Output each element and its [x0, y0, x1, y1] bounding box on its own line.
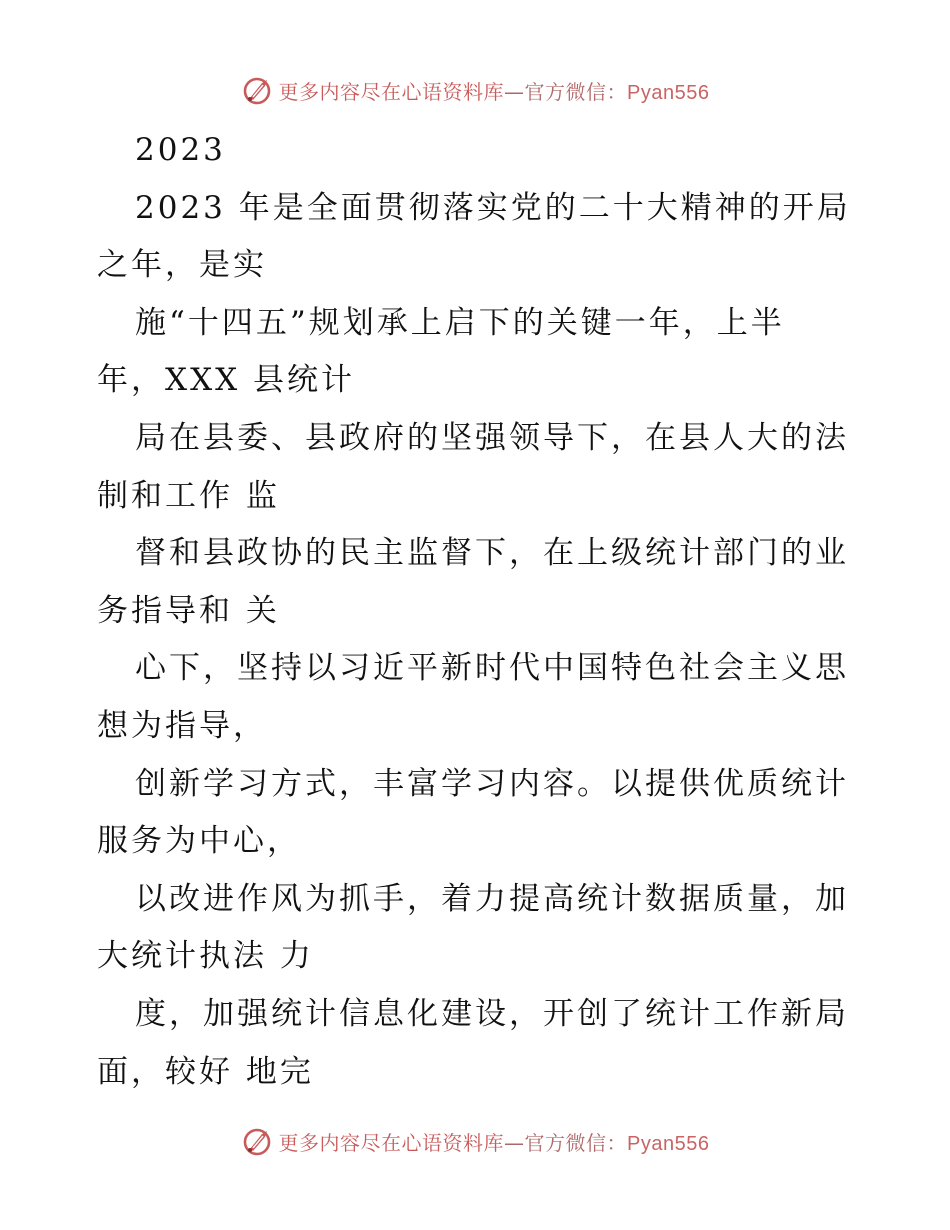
watermark-main-text: 更多内容尽在心语资料库 — [278, 79, 505, 104]
text-line: 以改进作风为抓手，着力提高统计数据质量，加 — [135, 880, 849, 917]
header-watermark-banner — [0, 70, 950, 110]
pen-nib-logo-icon — [241, 1125, 273, 1157]
text-line: 大统计执法 力 — [97, 938, 314, 975]
watermark-main-text: 更多内容尽在心语资料库 — [278, 1130, 505, 1155]
footer-watermark-text — [279, 1127, 710, 1156]
text-line: 面，较好 地完 — [97, 1053, 314, 1090]
text-line: 务指导和 关 — [97, 592, 280, 629]
footer-watermark-banner — [0, 1121, 950, 1161]
watermark-official-label: 官方微信： — [524, 1130, 628, 1155]
watermark-wechat-handle: Pyan556 — [627, 1132, 710, 1155]
text-line: 之年，是实 — [97, 247, 267, 284]
text-line: 2023 年是全面贯彻落实党的二十大精神的开局 — [135, 189, 851, 226]
text-line: 心下，坚持以习近平新时代中国特色社会主义思 — [135, 650, 849, 687]
text-line: 想为指导， — [97, 707, 267, 744]
document-body — [97, 122, 857, 1101]
text-line: 制和工作 监 — [97, 477, 280, 514]
header-watermark-text — [279, 76, 710, 105]
text-line: 2023 — [135, 132, 226, 168]
watermark-official-label: 官方微信： — [524, 79, 628, 104]
text-line: 服务为中心， — [97, 823, 301, 860]
pen-nib-logo-icon — [241, 74, 273, 106]
text-line: 督和县政协的民主监督下，在上级统计部门的业 — [135, 535, 849, 572]
watermark-wechat-handle: Pyan556 — [627, 81, 710, 104]
text-line: 度，加强统计信息化建设，开创了统计工作新局 — [135, 995, 849, 1032]
text-line: 年，XXX 县统计 — [97, 362, 356, 399]
text-line: 施“十四五”规划承上启下的关键一年，上半 — [135, 304, 785, 341]
text-line: 创新学习方式，丰富学习内容。以提供优质统计 — [135, 765, 849, 802]
watermark-separator: — — [504, 79, 525, 104]
text-line: 局在县委、县政府的坚强领导下，在县人大的法 — [135, 419, 849, 456]
watermark-separator: — — [504, 1130, 525, 1155]
